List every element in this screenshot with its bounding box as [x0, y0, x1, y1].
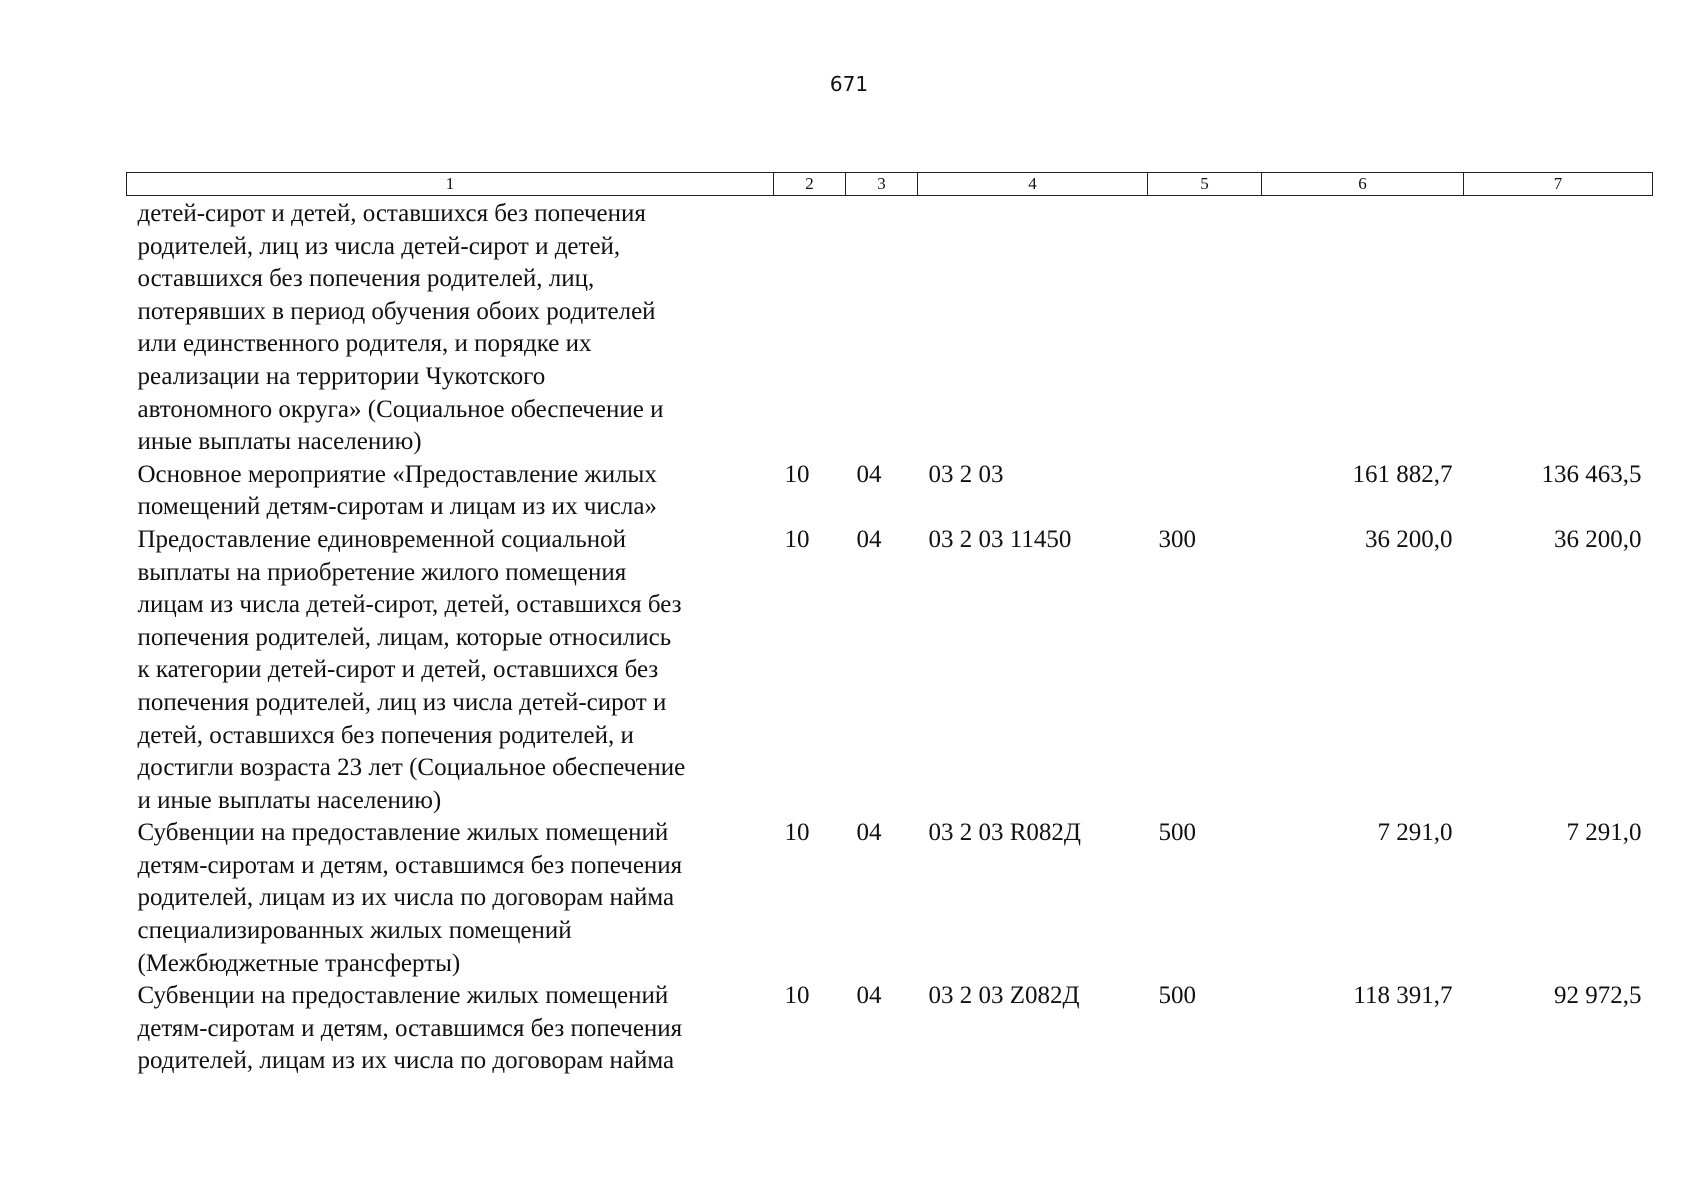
- description-line: потерявших в период обучения обоих родителей: [137, 297, 656, 325]
- target-article-code: 03 2 03 R082Д: [928, 819, 1081, 847]
- description-line: к категории детей-сирот и детей, оставшихся без: [137, 656, 659, 684]
- description-line: иные выплаты населению): [137, 428, 422, 456]
- budget-table: [126, 172, 1653, 1078]
- description-line: достигли возраста 23 лет (Социальное обеспечение: [137, 754, 686, 782]
- description-line: автономного округа» (Социальное обеспечение и: [137, 395, 664, 423]
- amount-col6: 118 391,7: [1353, 982, 1453, 1010]
- amount-col6: 36 200,0: [1365, 525, 1453, 553]
- description-line: (Межбюджетные трансферты): [137, 949, 461, 977]
- row-description: [127, 196, 774, 459]
- description-line: родителей, лицам из их числа по договорам найма: [137, 1047, 675, 1075]
- table-row: [127, 459, 1653, 524]
- description-line: помещений детям-сиротам и лицам из их числа»: [137, 493, 657, 521]
- section-code: 10: [784, 982, 810, 1010]
- row-description: [127, 524, 774, 817]
- description-line: специализированных жилых помещений: [137, 917, 572, 945]
- description-line: детям-сиротам и детям, оставшимся без попечения: [137, 1014, 683, 1042]
- page-number: 671: [829, 72, 869, 96]
- description-line: Субвенции на предоставление жилых помещений: [137, 819, 669, 847]
- amount-col6: 7 291,0: [1377, 819, 1453, 847]
- amount-col7: 36 200,0: [1554, 525, 1642, 553]
- expense-type-code: [1148, 196, 1262, 459]
- subsection-code: 04: [856, 982, 882, 1010]
- description-line: попечения родителей, лиц из числа детей-сирот и: [137, 688, 667, 716]
- section-code: 10: [784, 460, 810, 488]
- description-line: Субвенции на предоставление жилых помещений: [137, 982, 669, 1010]
- target-article-code: 03 2 03 Z082Д: [928, 982, 1080, 1010]
- row-description: [127, 817, 774, 980]
- description-line: Основное мероприятие «Предоставление жилых: [137, 460, 657, 488]
- description-line: детей, оставшихся без попечения родителей, и: [137, 721, 634, 749]
- expense-type-code: 500: [1158, 982, 1196, 1010]
- amount-col7: 92 972,5: [1554, 982, 1642, 1010]
- description-line: реализации на территории Чукотского: [137, 362, 546, 390]
- subsection-code: [846, 196, 918, 459]
- amount-col7: 136 463,5: [1541, 460, 1642, 488]
- column-number-header-row: [127, 173, 1653, 196]
- table-row: [127, 524, 1653, 817]
- description-line: родителей, лицам из их числа по договорам найма: [137, 884, 675, 912]
- section-code: 10: [784, 525, 810, 553]
- amount-col7: 7 291,0: [1566, 819, 1642, 847]
- amount-col7: [1464, 196, 1653, 459]
- description-line: или единственного родителя, и порядке их: [137, 330, 592, 358]
- section-code: [774, 196, 846, 459]
- column-header-3: 3: [846, 173, 918, 196]
- expense-type-code: [1148, 459, 1262, 524]
- target-article-code: 03 2 03: [928, 460, 1004, 488]
- subsection-code: 04: [856, 819, 882, 847]
- target-article-code: 03 2 03 11450: [928, 525, 1072, 553]
- description-line: детям-сиротам и детям, оставшимся без попечения: [137, 851, 683, 879]
- amount-col6: [1262, 196, 1464, 459]
- target-article-code: [918, 196, 1148, 459]
- description-line: выплаты на приобретение жилого помещения: [137, 558, 627, 586]
- description-line: родителей, лиц из числа детей-сирот и детей,: [137, 232, 621, 260]
- subsection-code: 04: [856, 460, 882, 488]
- column-header-7: 7: [1464, 173, 1653, 196]
- description-line: детей-сирот и детей, оставшихся без попечения: [137, 200, 646, 227]
- section-code: 10: [784, 819, 810, 847]
- description-line: Предоставление единовременной социальной: [137, 525, 626, 553]
- description-line: попечения родителей, лицам, которые относились: [137, 623, 672, 651]
- table-row: [127, 817, 1653, 980]
- table-row: [127, 980, 1653, 1078]
- amount-col6: 161 882,7: [1352, 460, 1453, 488]
- row-description: [127, 459, 774, 524]
- description-line: и иные выплаты населению): [137, 786, 442, 814]
- row-description: [127, 980, 774, 1078]
- subsection-code: 04: [856, 525, 882, 553]
- expense-type-code: 300: [1158, 525, 1196, 553]
- column-header-5: 5: [1148, 173, 1262, 196]
- column-header-2: 2: [774, 173, 846, 196]
- table-row: [127, 196, 1653, 459]
- column-header-1: 1: [127, 173, 774, 196]
- description-line: лицам из числа детей-сирот, детей, оставшихся без: [137, 591, 682, 619]
- column-header-4: 4: [918, 173, 1148, 196]
- description-line: оставшихся без попечения родителей, лиц,: [137, 265, 595, 293]
- expense-type-code: 500: [1158, 819, 1196, 847]
- column-header-6: 6: [1262, 173, 1464, 196]
